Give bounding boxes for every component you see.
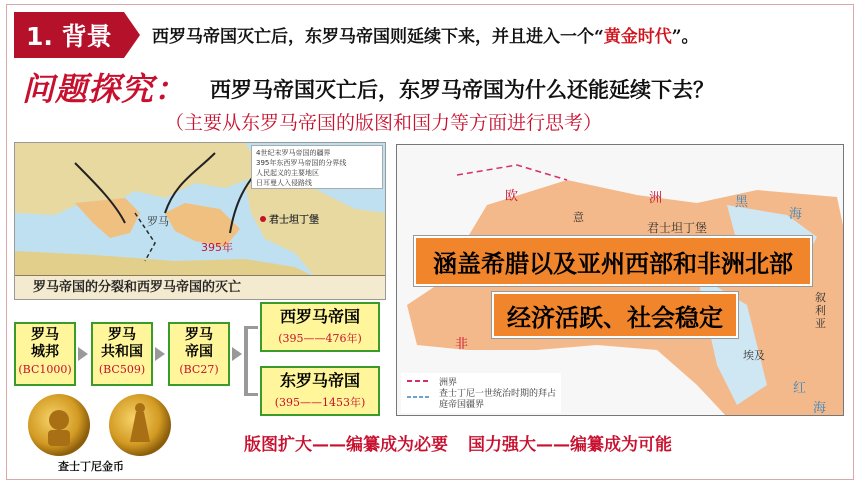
stage-name: 罗马: [31, 327, 59, 343]
left-map-label-year: 395年: [201, 241, 233, 254]
stage-name: 罗马: [185, 327, 213, 343]
eastern-roman-empire-box: [260, 366, 380, 416]
right-map-legend-border: 洲界: [439, 378, 458, 388]
timeline-stage-city-state: [14, 322, 76, 386]
stage-year: (BC1000): [18, 363, 72, 376]
legend-item: 日耳曼人入侵路线: [256, 179, 312, 187]
timeline-branch-line: [244, 326, 248, 396]
question-label: 问题探究：: [22, 70, 188, 108]
left-map-label-constantinople: 君士坦丁堡: [269, 215, 319, 226]
legend-item: 4世纪末罗马帝国的疆界: [256, 149, 331, 157]
conclusion-territory: 版图扩大——编纂成为必要: [244, 435, 448, 455]
timeline-arrow: [155, 347, 165, 361]
empire-years: (395——476年): [278, 332, 362, 345]
timeline-branch-top: [244, 326, 258, 329]
stage-name: 帝国: [185, 344, 213, 360]
timeline-arrow: [232, 347, 242, 361]
conclusion-power: 国力强大——编纂成为可能: [468, 435, 672, 455]
empire-years: (395——1453年): [274, 396, 366, 409]
timeline-arrow: [78, 347, 88, 361]
right-map-legend-empire: 查士丁尼一世统治时期的拜占庭帝国疆界: [439, 389, 557, 410]
stage-name: 罗马: [108, 327, 136, 343]
header-text-main: 西罗马帝国灭亡后，东罗马帝国则延续下来，并且进入一个: [152, 27, 594, 47]
timeline-stage-republic: [91, 322, 153, 386]
right-map-label-red-sea-1: 红: [793, 381, 807, 396]
legend-item: 人民起义的主要地区: [256, 169, 319, 177]
header-close-quote: ”。: [671, 27, 699, 47]
right-map-label-italy: 意: [573, 211, 584, 224]
question-subtext: （主要从东罗马帝国的版图和国力等方面进行思考）: [165, 112, 603, 134]
left-map-legend: [251, 145, 383, 189]
stage-name: 城邦: [31, 344, 59, 360]
justinian-coins: [26, 392, 176, 458]
stage-year: (BC509): [98, 363, 146, 376]
section-badge: 1. 背景: [14, 12, 124, 58]
right-map-label-constantinople: 君士坦丁堡: [647, 221, 708, 235]
coin-caption: 查士丁尼金币: [58, 460, 124, 473]
header-text: [152, 22, 699, 47]
territory-box: 涵盖希腊以及亚州西部和非洲北部: [414, 236, 812, 286]
right-map-label-black-sea-2: 海: [789, 207, 803, 222]
stage-year: (BC27): [179, 363, 219, 376]
right-map-label-europe-2: 洲: [649, 191, 663, 206]
question-text: 西罗马帝国灭亡后，东罗马帝国为什么还能延续下去？: [210, 78, 714, 102]
timeline-branch-bottom: [244, 393, 258, 396]
left-map-caption: 罗马帝国的分裂和西罗马帝国的灭亡: [15, 275, 385, 299]
legend-item: 395年东西罗马帝国的分界线: [256, 159, 347, 167]
right-map-label-egypt: 埃及: [743, 349, 765, 362]
right-map-label-africa: 非: [455, 337, 469, 352]
right-map-label-syria: 叙利亚: [815, 291, 826, 330]
economy-box: 经济活跃、社会稳定: [492, 292, 738, 338]
conclusion-text: [244, 430, 672, 455]
left-map-label-rome: 罗马: [147, 215, 169, 228]
right-map-label-black-sea-1: 黑: [735, 195, 749, 210]
left-map: [14, 142, 386, 300]
golden-age-highlight: 黄金时代: [603, 27, 672, 47]
header-open-quote: “: [594, 27, 604, 47]
stage-name: 共和国: [101, 344, 143, 360]
empire-name: 西罗马帝国: [279, 307, 360, 326]
western-roman-empire-box: [260, 302, 380, 352]
empire-name: 东罗马帝国: [279, 371, 360, 390]
badge-arrow: [124, 12, 140, 58]
right-map-label-red-sea-2: 海: [813, 401, 827, 416]
right-map-label-europe-1: 欧: [505, 189, 519, 204]
timeline-stage-empire: [168, 322, 230, 386]
